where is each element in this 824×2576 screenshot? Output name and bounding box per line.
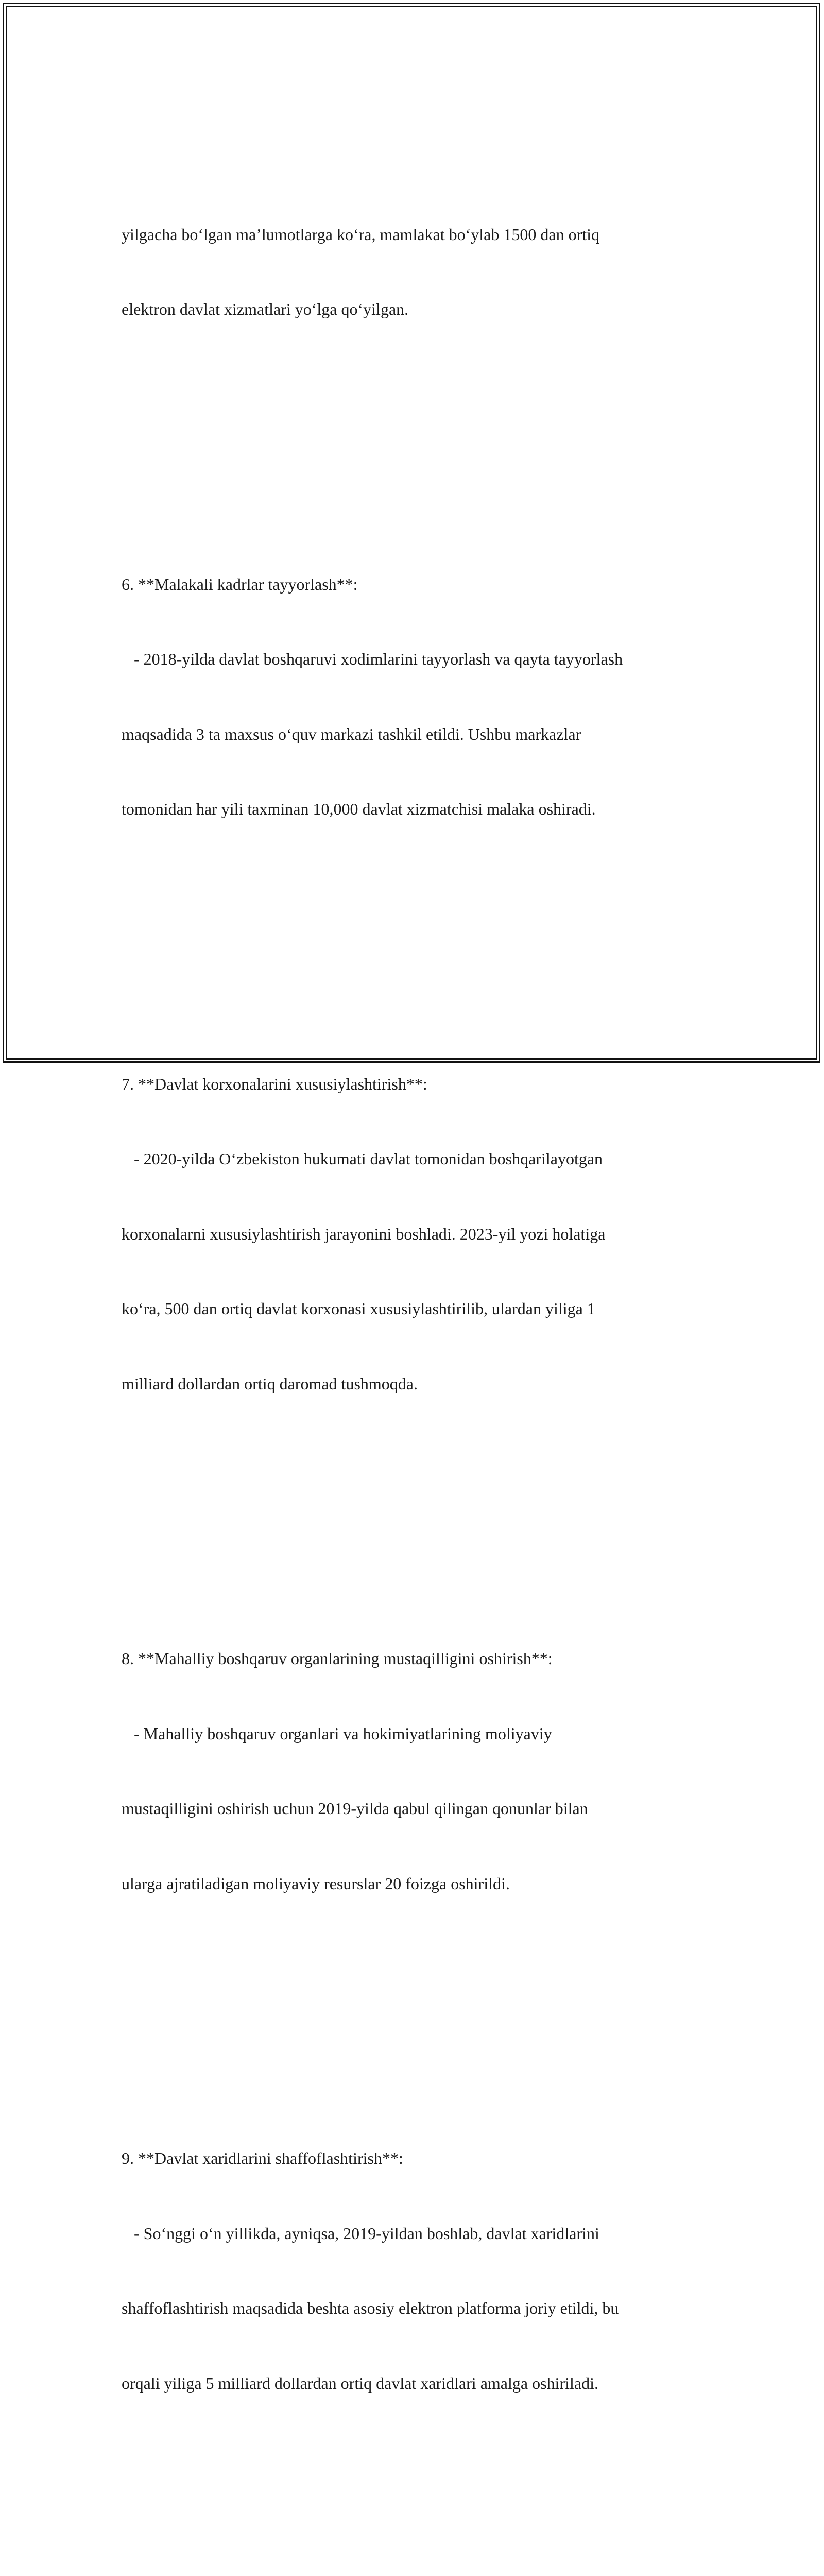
list-item-heading: 7. **Davlat korxonalarini xususiylashtirish**: <box>122 1074 427 1093</box>
text-line: maqsadida 3 ta maxsus o‘quv markazi tashkil etildi. Ushbu markazlar <box>122 724 581 743</box>
list-item-8 <box>122 1596 714 1946</box>
text-line: - Mahalliy boshqaruv organlari va hokimiyatlarining moliyaviy <box>122 1724 552 1743</box>
text-line: - 2020-yilda O‘zbekiston hukumati davlat tomonidan boshqarilayotgan <box>122 1149 603 1168</box>
text-line: elektron davlat xizmatlari yo‘lga qo‘yilgan. <box>122 300 409 318</box>
text-line: korxonalarni xususiylashtirish jarayonini boshladi. 2023-yil yozi holatiga <box>122 1224 606 1243</box>
list-item-7 <box>122 1022 714 1447</box>
list-item-heading: 9. **Davlat xaridlarini shaffoflashtirish**: <box>122 2149 403 2167</box>
list-item-heading: 8. **Mahalliy boshqaruv organlarining mustaqilligini oshirish**: <box>122 1649 553 1668</box>
intro-paragraph <box>122 172 714 372</box>
text-line: milliard dollardan ortiq daromad tushmoqda. <box>122 1374 418 1393</box>
text-line: ko‘ra, 500 dan ortiq davlat korxonasi xususiylashtirilib, ulardan yiliga 1 <box>122 1299 595 1318</box>
paragraph-gap <box>122 922 714 947</box>
text-line: - So‘nggi o‘n yillikda, ayniqsa, 2019-yildan boshlab, davlat xaridlarini <box>122 2224 599 2243</box>
list-item-9 <box>122 2096 714 2446</box>
text-line: - 2018-yilda davlat boshqaruvi xodimlarini tayyorlash va qayta tayyorlash <box>122 650 623 668</box>
paragraph-gap <box>122 1496 714 1521</box>
paragraph-gap <box>122 2496 714 2521</box>
list-item-heading: 6. **Malakali kadrlar tayyorlash**: <box>122 574 358 594</box>
text-line: orqali yiliga 5 milliard dollardan ortiq davlat xaridlari amalga oshiriladi. <box>122 2374 598 2393</box>
document-body <box>122 97 714 2576</box>
text-line: shaffoflashtirish maqsadida beshta asosiy elektron platforma joriy etildi, bu <box>122 2299 619 2317</box>
paragraph-gap <box>122 422 714 447</box>
list-item-6 <box>122 522 714 872</box>
text-line: tomonidan har yili taxminan 10,000 davlat xizmatchisi malaka oshiradi. <box>122 800 596 818</box>
text-line: yilgacha bo‘lgan ma’lumotlarga ko‘ra, mamlakat bo‘ylab 1500 dan ortiq <box>122 225 600 244</box>
text-line: ularga ajratiladigan moliyaviy resurslar 20 foizga oshirildi. <box>122 1874 510 1893</box>
text-line: mustaqilligini oshirish uchun 2019-yilda qabul qilingan qonunlar bilan <box>122 1799 588 1818</box>
paragraph-gap <box>122 1996 714 2021</box>
